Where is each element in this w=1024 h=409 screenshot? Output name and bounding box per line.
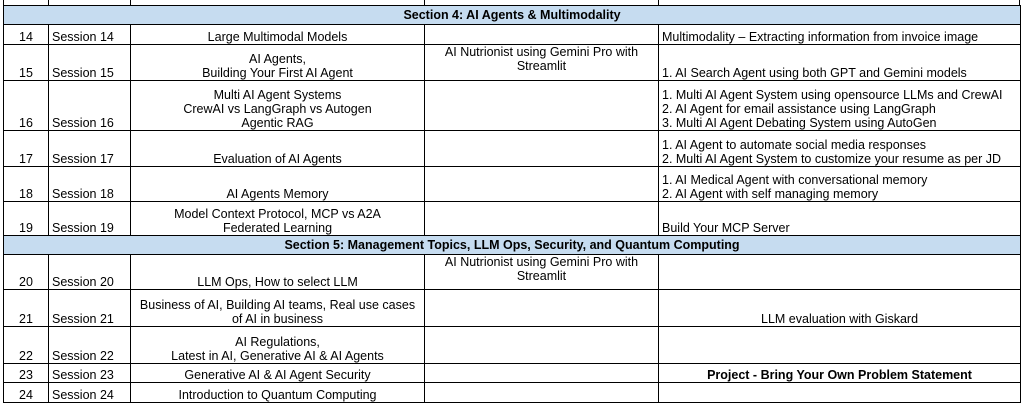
- cell-line: of AI in business: [231, 312, 324, 326]
- demo-cell: [425, 81, 659, 131]
- cell-line: Business of AI, Building AI teams, Real use cases: [139, 298, 416, 312]
- cell-line: Streamlit: [516, 269, 567, 283]
- cell-line: 2. Multi AI Agent System to customize your resume as per JD: [662, 152, 1002, 166]
- demo-cell: [425, 167, 659, 202]
- table-row: [4, 81, 1021, 131]
- cell-line: Build Your MCP Server: [662, 221, 790, 235]
- cell-line: LLM Ops, How to select LLM: [197, 275, 358, 289]
- table-row: [4, 167, 1021, 202]
- cell-line: Federated Learning: [222, 221, 333, 235]
- cell-line: LLM evaluation with Giskard: [761, 312, 919, 326]
- cell-line: Model Context Protocol, MCP vs A2A: [174, 207, 381, 221]
- session-number: 16: [4, 81, 49, 131]
- cell-line: Large Multimodal Models: [207, 30, 348, 44]
- cell-line: AI Nutrionist using Gemini Pro with: [444, 45, 639, 59]
- table-row: [4, 383, 1021, 403]
- session-topic: [131, 45, 425, 81]
- table-body: [4, 6, 1021, 403]
- session-number: 23: [4, 364, 49, 383]
- cell-line: Introduction to Quantum Computing: [178, 388, 377, 402]
- session-label: Session 16: [49, 81, 131, 131]
- project-cell: [659, 131, 1021, 167]
- demo-cell: [425, 290, 659, 327]
- session-topic: [131, 167, 425, 202]
- cell-line: Latest in AI, Generative AI & AI Agents: [171, 349, 384, 363]
- section-header-row: [4, 236, 1021, 255]
- session-label: Session 22: [49, 327, 131, 364]
- cell-line: AI Agents Memory: [226, 187, 329, 201]
- session-label: Session 23: [49, 364, 131, 383]
- table-row: [4, 364, 1021, 383]
- session-number: 18: [4, 167, 49, 202]
- session-label: Session 18: [49, 167, 131, 202]
- demo-cell: [425, 25, 659, 45]
- demo-cell: [425, 45, 659, 81]
- cell-line: Building Your First AI Agent: [202, 66, 353, 80]
- demo-cell: [425, 327, 659, 364]
- cell-line: AI Nutrionist using Gemini Pro with: [444, 255, 639, 269]
- project-cell: [659, 327, 1021, 364]
- session-topic: [131, 255, 425, 290]
- cell-line: AI Agents,: [249, 52, 306, 66]
- session-topic: [131, 327, 425, 364]
- session-label: Session 14: [49, 25, 131, 45]
- session-topic: [131, 131, 425, 167]
- project-cell: [659, 383, 1021, 403]
- demo-cell: [425, 364, 659, 383]
- cell-line: 1. AI Medical Agent with conversational memory: [662, 173, 928, 187]
- project-cell: [659, 364, 1021, 383]
- table-row: [4, 327, 1021, 364]
- session-topic: [131, 364, 425, 383]
- session-topic: [131, 202, 425, 236]
- cell-line: Agentic RAG: [241, 116, 314, 130]
- session-number: 17: [4, 131, 49, 167]
- project-cell: [659, 290, 1021, 327]
- table-row: [4, 25, 1021, 45]
- project-cell: [659, 202, 1021, 236]
- cell-line: Evaluation of AI Agents: [213, 152, 342, 166]
- session-number: 20: [4, 255, 49, 290]
- project-cell: [659, 45, 1021, 81]
- cell-line: Streamlit: [516, 59, 567, 73]
- demo-cell: [425, 202, 659, 236]
- section-header-row: [4, 6, 1021, 25]
- cell-line: CrewAI vs LangGraph vs Autogen: [183, 102, 372, 116]
- curriculum-table: [3, 5, 1021, 403]
- project-cell: [659, 167, 1021, 202]
- session-number: 15: [4, 45, 49, 81]
- cell-line: Generative AI & AI Agent Security: [184, 368, 371, 382]
- project-cell: [659, 25, 1021, 45]
- session-label: Session 24: [49, 383, 131, 403]
- demo-cell: [425, 131, 659, 167]
- session-number: 21: [4, 290, 49, 327]
- session-label: Session 15: [49, 45, 131, 81]
- table-row: [4, 290, 1021, 327]
- table-row: [4, 202, 1021, 236]
- cell-line: 1. AI Agent to automate social media responses: [662, 138, 927, 152]
- session-number: 22: [4, 327, 49, 364]
- project-cell: [659, 255, 1021, 290]
- cell-line: 2. AI Agent with self managing memory: [662, 187, 879, 201]
- cell-line: Project - Bring Your Own Problem Statement: [707, 368, 972, 382]
- session-topic: [131, 383, 425, 403]
- session-label: Session 21: [49, 290, 131, 327]
- cell-line: AI Regulations,: [235, 335, 320, 349]
- session-label: Session 20: [49, 255, 131, 290]
- session-number: 24: [4, 383, 49, 403]
- demo-cell: [425, 383, 659, 403]
- session-number: 19: [4, 202, 49, 236]
- table-row: [4, 131, 1021, 167]
- section-title: Section 5: Management Topics, LLM Ops, Security, and Quantum Computing: [4, 236, 1021, 255]
- cell-line: Multi AI Agent Systems: [213, 88, 342, 102]
- session-label: Session 17: [49, 131, 131, 167]
- demo-cell: [425, 255, 659, 290]
- cell-line: 3. Multi AI Agent Debating System using AutoGen: [662, 116, 937, 130]
- cell-line: 1. Multi AI Agent System using opensource LLMs and CrewAI: [662, 88, 1003, 102]
- cell-line: 1. AI Search Agent using both GPT and Gemini models: [662, 66, 967, 80]
- session-topic: [131, 290, 425, 327]
- table-row: [4, 45, 1021, 81]
- table-row: [4, 255, 1021, 290]
- session-label: Session 19: [49, 202, 131, 236]
- session-number: 14: [4, 25, 49, 45]
- cell-line: Multimodality – Extracting information from invoice image: [662, 30, 979, 44]
- cell-line: 2. AI Agent for email assistance using LangGraph: [662, 102, 936, 116]
- session-topic: [131, 81, 425, 131]
- section-title: Section 4: AI Agents & Multimodality: [4, 6, 1021, 25]
- session-topic: [131, 25, 425, 45]
- project-cell: [659, 81, 1021, 131]
